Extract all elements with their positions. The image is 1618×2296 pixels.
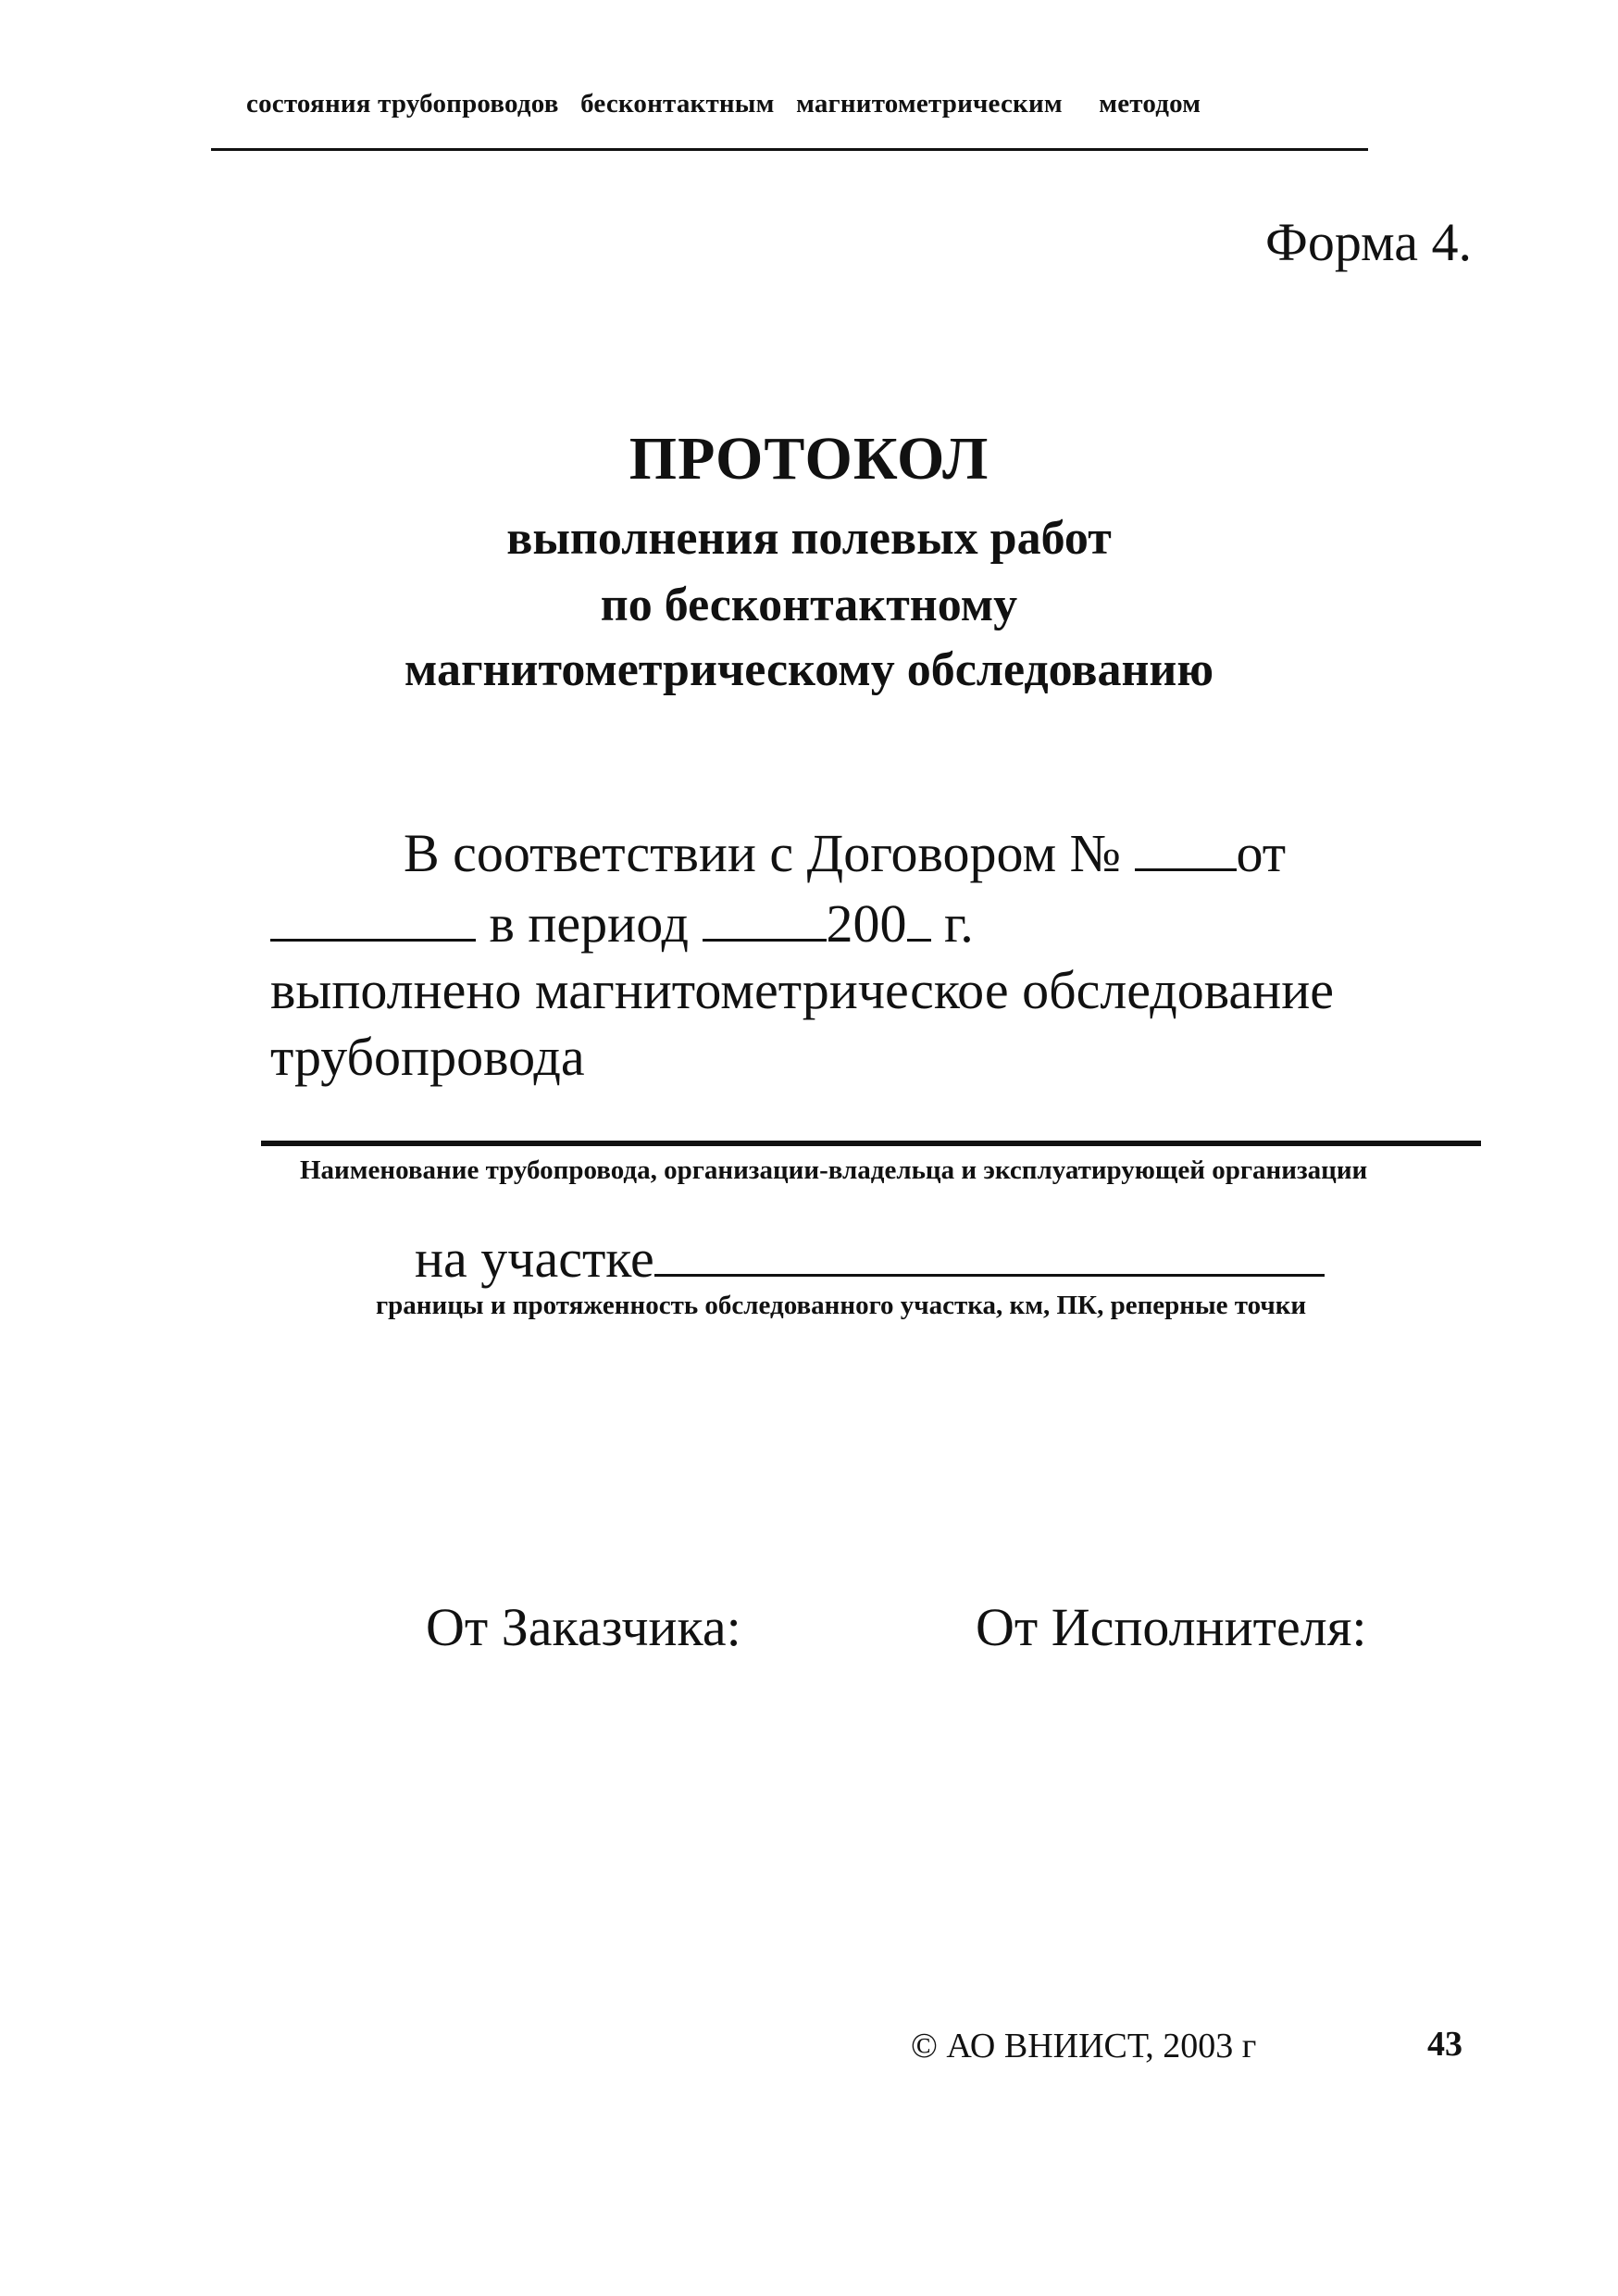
- pipeline-name-field[interactable]: [261, 1141, 1481, 1146]
- form-number: Форма 4.: [1265, 212, 1472, 272]
- contract-number-field[interactable]: [1135, 828, 1237, 871]
- customer-signature-label: От Заказчика:: [426, 1597, 741, 1657]
- header-rule: [211, 148, 1368, 151]
- protocol-title: ПРОТОКОЛ: [629, 425, 989, 493]
- contract-line: [404, 822, 1286, 884]
- subtitle-line: по бесконтактному: [600, 579, 1018, 631]
- contract-date-field[interactable]: [270, 898, 476, 942]
- period-field[interactable]: [703, 898, 827, 942]
- running-header-part: методом: [1099, 89, 1201, 119]
- subtitle-line: выполнения полевых работ: [506, 512, 1112, 565]
- running-header-part: бесконтактным: [580, 89, 775, 119]
- period-line: [270, 892, 974, 955]
- section-field[interactable]: [654, 1233, 1325, 1277]
- section-line: [415, 1228, 1325, 1290]
- period-label: в период: [489, 893, 690, 954]
- contract-from-label: от: [1236, 823, 1287, 883]
- year-digit-field[interactable]: [907, 898, 931, 942]
- copyright: © АО ВНИИСТ, 2003 г: [911, 2027, 1257, 2065]
- pipeline-word: трубопровода: [270, 1027, 585, 1087]
- year-prefix: 200: [826, 893, 907, 954]
- survey-statement: выполнено магнитометрическое обследование: [270, 960, 1334, 1020]
- year-suffix: г.: [944, 893, 974, 954]
- subtitle-line: магнитометрическому обследованию: [404, 643, 1214, 696]
- running-header-part: состояния трубопроводов: [246, 89, 559, 119]
- page-number: 43: [1427, 2025, 1462, 2064]
- contractor-signature-label: От Исполнителя:: [976, 1597, 1367, 1657]
- running-header: [246, 89, 1201, 119]
- contract-label: В соответствии с Договором №: [404, 823, 1121, 883]
- section-caption: границы и протяженность обследованного участка, км, ПК, реперные точки: [376, 1291, 1307, 1320]
- section-label: на участке: [415, 1229, 654, 1289]
- running-header-part: магнитометрическим: [796, 89, 1063, 119]
- pipeline-name-caption: Наименование трубопровода, организации-владельца и эксплуатирующей организации: [300, 1155, 1368, 1185]
